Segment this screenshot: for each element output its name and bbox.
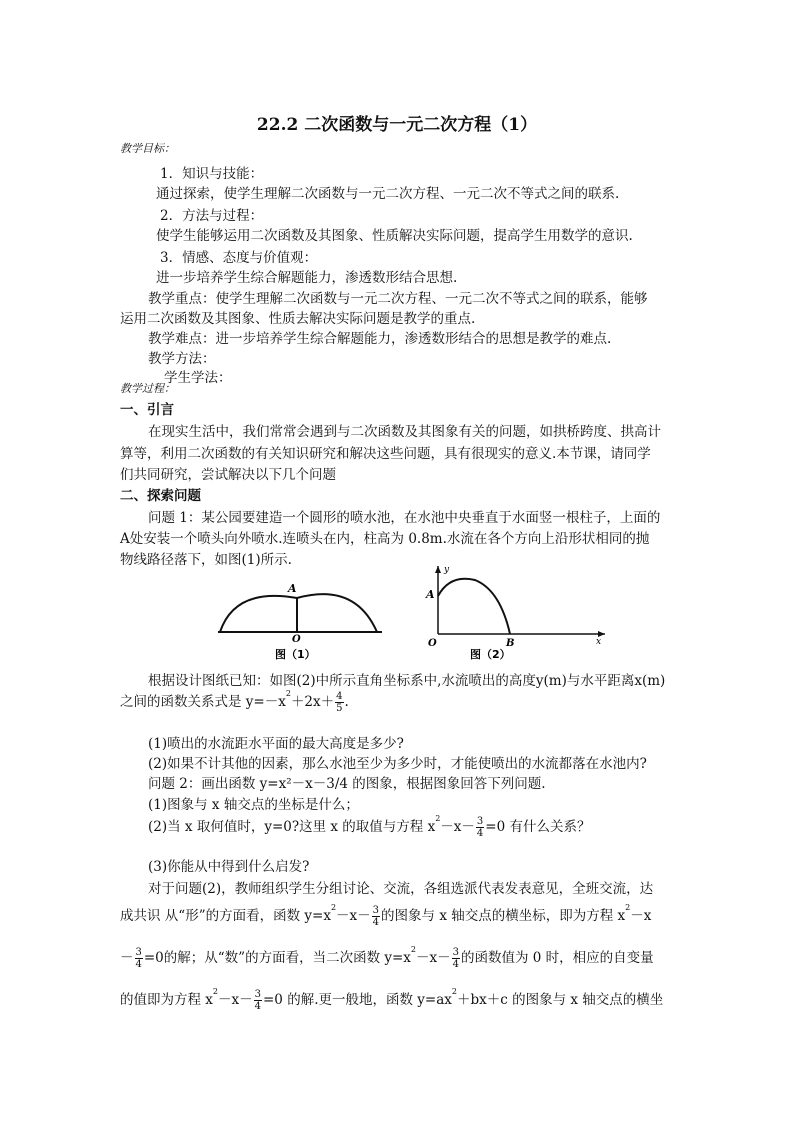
- discussion-line-1: 对于问题(2)，教师组织学生分组讨论、交流，各组选派代表发表意见，全班交流，达: [148, 881, 654, 897]
- problem2-text: 问题 2：画出函数 y=x²－x－3/4 的图象，根据图象回答下列问题.: [148, 776, 546, 792]
- objective-3-text: 进一步培养学生综合解题能力，渗透数形结合思想.: [156, 270, 458, 286]
- fig2-caption: 图（2）: [470, 648, 511, 661]
- section-explore-heading: 二、探索问题: [120, 488, 201, 504]
- discussion-line-4: 的值即为方程 $x^2-x-$ $\frac{3}{4}$ =0 的解.更一般地，函数 $y=ax^2+bx+c$ 的图象与 x 轴交点的横坐: [120, 987, 664, 1012]
- focus-line-1: 教学重点：使学生理解二次函数与一元二次方程、一元二次不等式之间的联系，能够: [148, 291, 648, 307]
- discussion-line-2: 成共识 从“形”的方面看，函数 $y=x^2-x-$ $\frac{3}{4}$ 的图象与 x 轴交点的横坐标，即为方程 $x^2-x$: [120, 903, 652, 928]
- objective-2-text: 使学生能够运用二次函数及其图象、性质解决实际问题，提高学生用数学的意识.: [156, 228, 633, 244]
- fig1-point-a: A: [288, 582, 297, 595]
- fraction-4-5: $\frac{4}{5}$: [336, 691, 343, 714]
- page-title: 22.2 二次函数与一元二次方程（1）: [256, 115, 538, 135]
- problem1-line-1: 问题 1：某公园要建造一个圆形的喷水池，在水池中央垂直于水面竖一根柱子，上面的: [148, 510, 661, 526]
- objectives-heading: 教学目标：: [120, 142, 175, 155]
- objective-1-text: 通过探索，使学生理解二次函数与一元二次方程、一元二次不等式之间的联系.: [156, 186, 620, 202]
- intro-line-2: 算等，利用二次函数的有关知识研究和解决这些问题，具有很现实的意义.本节课，请同学: [120, 446, 651, 462]
- problem1-line-3: 物线路径落下，如图(1)所示.: [120, 552, 292, 568]
- fig2-point-a: A: [426, 588, 435, 601]
- difficulty-text: 教学难点：进一步培养学生综合解题能力，渗透数形结合的思想是教学的难点.: [148, 331, 612, 347]
- question-2: (2)如果不计其他的因素，那么水池至少为多少时，才能使喷出的水流都落在水池内?: [148, 756, 647, 772]
- fountain-figure-2: [420, 562, 610, 662]
- fig2-origin: O: [428, 638, 437, 649]
- fountain-figure-1: [215, 572, 385, 662]
- intro-line-3: 们共同研究，尝试解决以下几个问题: [120, 467, 336, 483]
- discussion-line-3: － $\frac{3}{4}$ =0的解；从“数”的方面看，当二次函数 $y=x^2-x-$ $\frac{3}{4}$ 的函数值为 0 时，相应的自变量: [120, 945, 654, 970]
- relation-line-1: 根据设计图纸已知：如图(2)中所示直角坐标系中,水流喷出的高度y(m)与水平距离x(m): [148, 673, 666, 689]
- relation-line-2: 之间的函数关系式是 $y=-x^2+2x+$ $\frac{4}{5}$ .: [120, 689, 349, 714]
- objective-2-label: 2．方法与过程：: [160, 208, 264, 224]
- problem2-question-3: (3)你能从中得到什么启发?: [148, 859, 310, 875]
- problem2-question-2: (2)当 x 取何值时，y=0?这里 x 的取值与方程 $x^2-x-$ $\frac{3}{4}$ =0 有什么关系？: [148, 814, 591, 839]
- fig1-caption: 图（1）: [275, 648, 316, 661]
- method-label: 教学方法：: [148, 351, 216, 367]
- fig2-y-axis-label: y: [444, 565, 450, 575]
- question-1: (1)喷出的水流距水平面的最大高度是多少?: [148, 736, 404, 752]
- objective-3-label: 3．情感、态度与价值观：: [160, 250, 318, 266]
- fig2-x-axis-label: x: [596, 637, 602, 647]
- intro-line-1: 在现实生活中，我们常常会遇到与二次函数及其图象有关的问题，如拱桥跨度、拱高计: [148, 424, 661, 440]
- problem2-question-1: (1)图象与 x 轴交点的坐标是什么；: [148, 797, 359, 813]
- fig1-origin: O: [292, 634, 301, 645]
- study-label: 学生学法：: [164, 370, 232, 386]
- fig2-point-b: B: [506, 638, 515, 649]
- focus-line-2: 运用二次函数及其图象、性质去解决实际问题是教学的重点.: [120, 311, 476, 327]
- section-intro-heading: 一、引言: [120, 402, 174, 418]
- objective-1-label: 1．知识与技能：: [160, 166, 264, 182]
- problem1-line-2: A处安装一个喷头向外喷水.连喷头在内，柱高为 0.8m.水流在各个方向上沿形状相同的抛: [120, 531, 650, 547]
- process-heading: 教学过程：: [120, 382, 175, 395]
